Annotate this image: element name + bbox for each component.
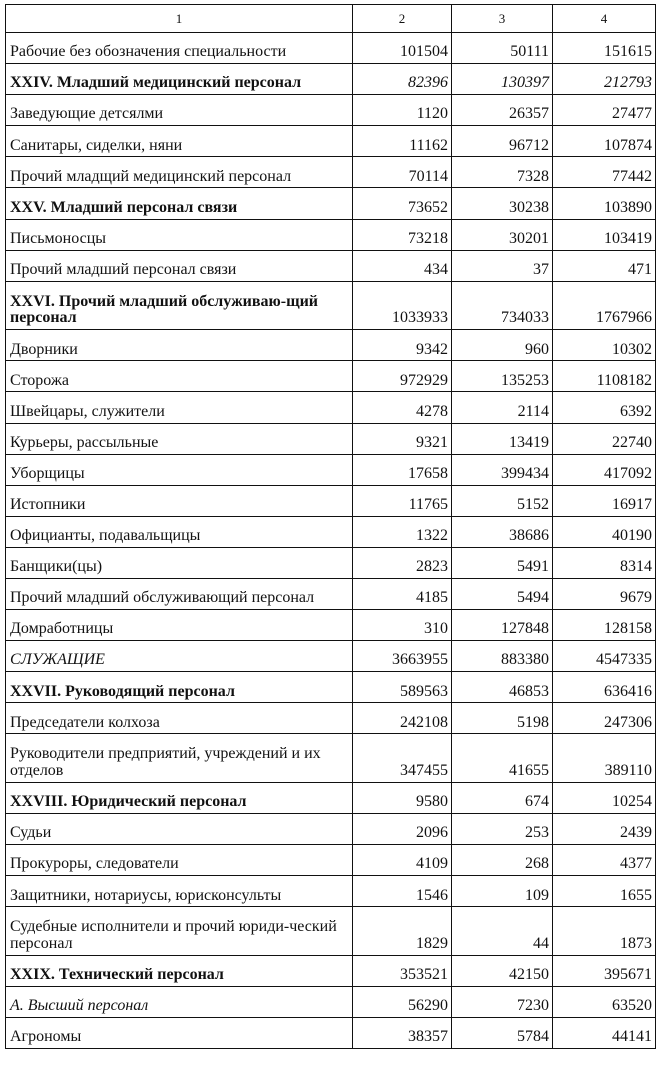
table-row xyxy=(6,547,656,578)
value-column-4: 471 xyxy=(553,250,656,281)
value-column-4: 247306 xyxy=(553,703,656,734)
value-column-3: 30201 xyxy=(452,219,553,250)
value-column-3: 253 xyxy=(452,814,553,845)
row-label: Домработницы xyxy=(6,610,353,641)
row-label: Сторожа xyxy=(6,361,353,392)
value-column-2: 73652 xyxy=(353,188,452,219)
table-row xyxy=(6,955,656,986)
value-column-2: 310 xyxy=(353,610,452,641)
value-column-2: 1033933 xyxy=(353,281,452,330)
value-column-3: 46853 xyxy=(452,672,553,703)
value-column-3: 109 xyxy=(452,876,553,907)
row-label: XXIX. Технический персонал xyxy=(6,955,353,986)
table-row xyxy=(6,672,656,703)
value-column-2: 2823 xyxy=(353,547,452,578)
value-column-2: 9342 xyxy=(353,330,452,361)
value-column-3: 50111 xyxy=(452,33,553,64)
table-row xyxy=(6,95,656,126)
table-row xyxy=(6,845,656,876)
value-column-3: 2114 xyxy=(452,392,553,423)
value-column-4: 107874 xyxy=(553,126,656,157)
value-column-4: 636416 xyxy=(553,672,656,703)
value-column-2: 11765 xyxy=(353,485,452,516)
value-column-3: 5784 xyxy=(452,1018,553,1049)
value-column-3: 37 xyxy=(452,250,553,281)
row-label: Дворники xyxy=(6,330,353,361)
value-column-2: 101504 xyxy=(353,33,452,64)
value-column-4: 8314 xyxy=(553,547,656,578)
value-column-3: 268 xyxy=(452,845,553,876)
row-label: Швейцары, служители xyxy=(6,392,353,423)
value-column-2: 1120 xyxy=(353,95,452,126)
table-body xyxy=(6,5,656,1049)
value-column-4: 1767966 xyxy=(553,281,656,330)
table-row xyxy=(6,126,656,157)
value-column-3: 674 xyxy=(452,782,553,813)
table-row xyxy=(6,157,656,188)
table-row xyxy=(6,734,656,783)
table-row xyxy=(6,641,656,672)
row-label: Прокуроры, следователи xyxy=(6,845,353,876)
value-column-3: 7230 xyxy=(452,986,553,1017)
value-column-2: 9321 xyxy=(353,423,452,454)
row-label: Уборщицы xyxy=(6,454,353,485)
value-column-3: 13419 xyxy=(452,423,553,454)
value-column-2: 1829 xyxy=(353,907,452,956)
value-column-3: 883380 xyxy=(452,641,553,672)
value-column-2: 11162 xyxy=(353,126,452,157)
row-label: Курьеры, рассыльные xyxy=(6,423,353,454)
value-column-2: 972929 xyxy=(353,361,452,392)
value-column-4: 103419 xyxy=(553,219,656,250)
value-column-3: 96712 xyxy=(452,126,553,157)
table-row xyxy=(6,219,656,250)
value-column-3: 7328 xyxy=(452,157,553,188)
value-column-3: 127848 xyxy=(452,610,553,641)
value-column-4: 417092 xyxy=(553,454,656,485)
value-column-2: 4109 xyxy=(353,845,452,876)
row-label: Санитары, сиделки, няни xyxy=(6,126,353,157)
row-label: Руководители предприятий, учреждений и их отделов xyxy=(6,734,353,783)
row-label: XXVI. Прочий младший обслуживаю-щий персонал xyxy=(6,281,353,330)
value-column-4: 1655 xyxy=(553,876,656,907)
value-column-3: 38686 xyxy=(452,516,553,547)
table-row xyxy=(6,281,656,330)
value-column-4: 395671 xyxy=(553,955,656,986)
value-column-4: 389110 xyxy=(553,734,656,783)
value-column-4: 22740 xyxy=(553,423,656,454)
value-column-2: 73218 xyxy=(353,219,452,250)
row-label: Официанты, подавальщицы xyxy=(6,516,353,547)
value-column-2: 38357 xyxy=(353,1018,452,1049)
column-number-row xyxy=(6,5,656,33)
column-number-2: 2 xyxy=(353,5,452,33)
table-row xyxy=(6,454,656,485)
row-label: XXVIII. Юридический персонал xyxy=(6,782,353,813)
table-row xyxy=(6,485,656,516)
value-column-3: 44 xyxy=(452,907,553,956)
row-label: Агрономы xyxy=(6,1018,353,1049)
value-column-3: 30238 xyxy=(452,188,553,219)
row-label: Защитники, нотариусы, юрисконсульты xyxy=(6,876,353,907)
value-column-2: 17658 xyxy=(353,454,452,485)
value-column-4: 103890 xyxy=(553,188,656,219)
row-label: Прочий младший персонал связи xyxy=(6,250,353,281)
value-column-4: 151615 xyxy=(553,33,656,64)
value-column-3: 960 xyxy=(452,330,553,361)
value-column-3: 5198 xyxy=(452,703,553,734)
table-row xyxy=(6,814,656,845)
table-row xyxy=(6,1018,656,1049)
table-row xyxy=(6,986,656,1017)
column-number-3: 3 xyxy=(452,5,553,33)
value-column-3: 130397 xyxy=(452,64,553,95)
table-row xyxy=(6,423,656,454)
value-column-2: 4185 xyxy=(353,579,452,610)
value-column-2: 434 xyxy=(353,250,452,281)
value-column-3: 42150 xyxy=(452,955,553,986)
value-column-4: 16917 xyxy=(553,485,656,516)
row-label: Судебные исполнители и прочий юриди-ческий персонал xyxy=(6,907,353,956)
table-row xyxy=(6,64,656,95)
value-column-3: 26357 xyxy=(452,95,553,126)
value-column-4: 4377 xyxy=(553,845,656,876)
value-column-4: 4547335 xyxy=(553,641,656,672)
value-column-2: 82396 xyxy=(353,64,452,95)
value-column-2: 4278 xyxy=(353,392,452,423)
row-label: Заведующие детсялми xyxy=(6,95,353,126)
table-row xyxy=(6,703,656,734)
value-column-4: 9679 xyxy=(553,579,656,610)
value-column-4: 1873 xyxy=(553,907,656,956)
value-column-4: 10254 xyxy=(553,782,656,813)
row-label: Письмоносцы xyxy=(6,219,353,250)
table-row xyxy=(6,876,656,907)
row-label: Банщики(цы) xyxy=(6,547,353,578)
row-label: СЛУЖАЩИЕ xyxy=(6,641,353,672)
value-column-3: 5491 xyxy=(452,547,553,578)
value-column-4: 212793 xyxy=(553,64,656,95)
value-column-4: 44141 xyxy=(553,1018,656,1049)
value-column-3: 734033 xyxy=(452,281,553,330)
table-row xyxy=(6,579,656,610)
row-label: XXIV. Младший медицинский персонал xyxy=(6,64,353,95)
value-column-2: 347455 xyxy=(353,734,452,783)
table-row xyxy=(6,516,656,547)
statistics-table xyxy=(5,4,656,1049)
row-label: Прочий младший обслуживающий персонал xyxy=(6,579,353,610)
value-column-2: 70114 xyxy=(353,157,452,188)
value-column-4: 77442 xyxy=(553,157,656,188)
table-row xyxy=(6,361,656,392)
table-row xyxy=(6,33,656,64)
row-label: XXVII. Руководящий персонал xyxy=(6,672,353,703)
value-column-3: 399434 xyxy=(452,454,553,485)
value-column-2: 589563 xyxy=(353,672,452,703)
value-column-2: 3663955 xyxy=(353,641,452,672)
value-column-4: 6392 xyxy=(553,392,656,423)
table-row xyxy=(6,907,656,956)
value-column-2: 56290 xyxy=(353,986,452,1017)
value-column-4: 2439 xyxy=(553,814,656,845)
value-column-2: 242108 xyxy=(353,703,452,734)
row-label: Рабочие без обозначения специальности xyxy=(6,33,353,64)
value-column-4: 40190 xyxy=(553,516,656,547)
value-column-4: 27477 xyxy=(553,95,656,126)
value-column-3: 5152 xyxy=(452,485,553,516)
row-label: XXV. Младший персонал связи xyxy=(6,188,353,219)
row-label: Председатели колхоза xyxy=(6,703,353,734)
row-label: А. Высший персонал xyxy=(6,986,353,1017)
table-row xyxy=(6,392,656,423)
value-column-4: 10302 xyxy=(553,330,656,361)
value-column-2: 1322 xyxy=(353,516,452,547)
value-column-2: 353521 xyxy=(353,955,452,986)
value-column-4: 1108182 xyxy=(553,361,656,392)
table-row xyxy=(6,250,656,281)
value-column-4: 128158 xyxy=(553,610,656,641)
value-column-2: 9580 xyxy=(353,782,452,813)
value-column-3: 135253 xyxy=(452,361,553,392)
value-column-3: 41655 xyxy=(452,734,553,783)
value-column-3: 5494 xyxy=(452,579,553,610)
value-column-4: 63520 xyxy=(553,986,656,1017)
column-number-4: 4 xyxy=(553,5,656,33)
table-row xyxy=(6,782,656,813)
value-column-2: 1546 xyxy=(353,876,452,907)
table-row xyxy=(6,330,656,361)
table-row xyxy=(6,610,656,641)
row-label: Прочий младщий медицинский персонал xyxy=(6,157,353,188)
row-label: Судьи xyxy=(6,814,353,845)
value-column-2: 2096 xyxy=(353,814,452,845)
row-label: Истопники xyxy=(6,485,353,516)
table-row xyxy=(6,188,656,219)
column-number-1: 1 xyxy=(6,5,353,33)
